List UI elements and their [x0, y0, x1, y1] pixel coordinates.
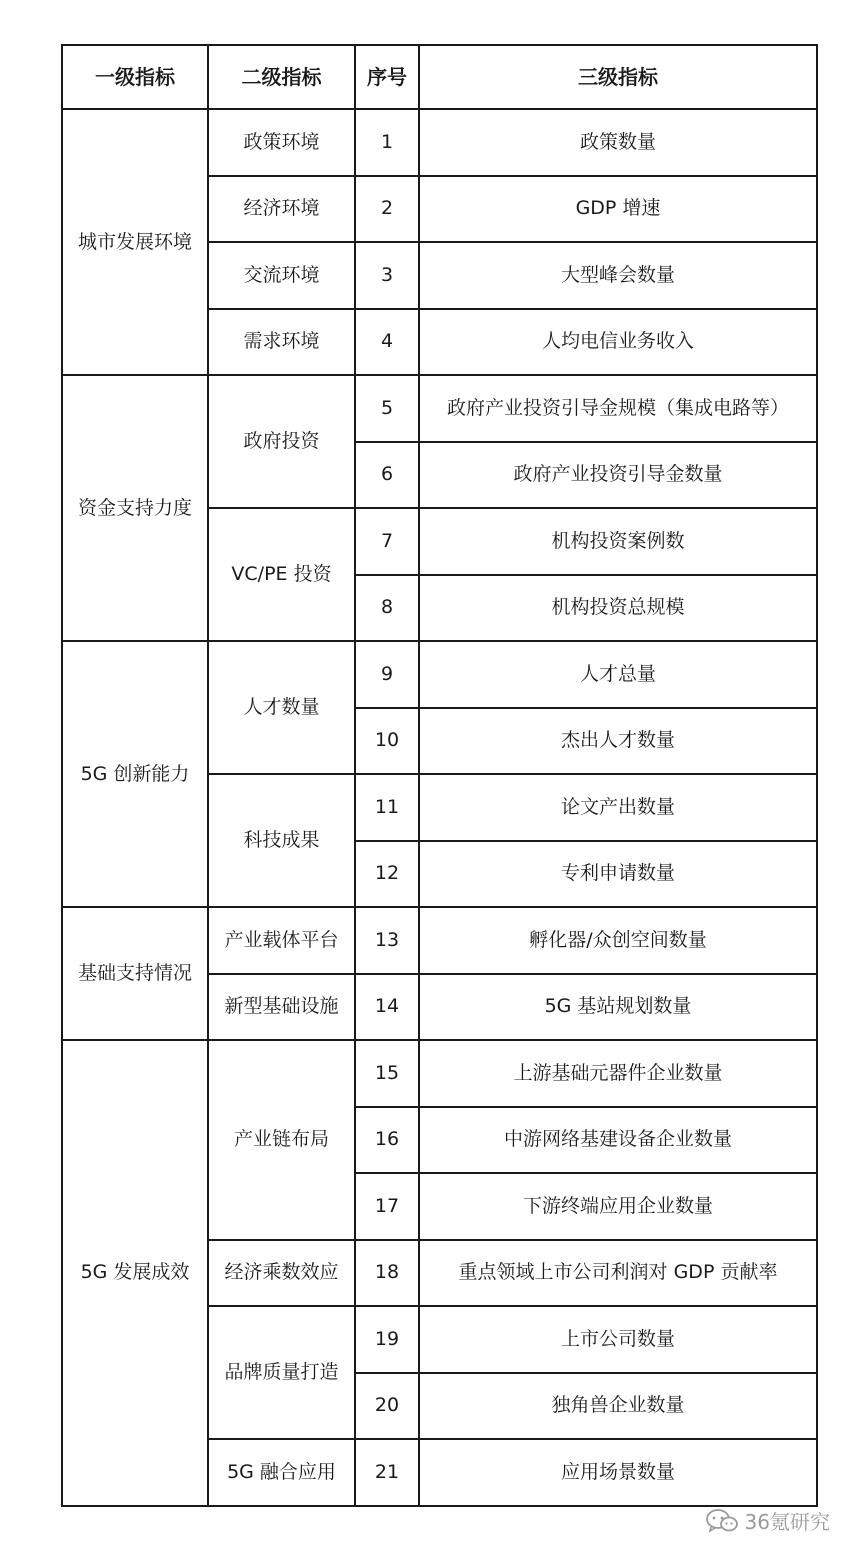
seq-cell: 10	[355, 708, 419, 775]
table-row	[62, 907, 817, 974]
indicator-table	[61, 44, 818, 1507]
seq-cell: 5	[355, 375, 419, 442]
level2-cell: 交流环境	[208, 242, 355, 309]
table-header-row	[62, 45, 817, 109]
seq-cell: 17	[355, 1173, 419, 1240]
level2-cell: 经济乘数效应	[208, 1240, 355, 1307]
level2-cell: 人才数量	[208, 641, 355, 774]
level1-cell: 资金支持力度	[62, 375, 208, 641]
seq-cell: 20	[355, 1373, 419, 1440]
seq-cell: 21	[355, 1439, 419, 1506]
level3-cell: 机构投资案例数	[419, 508, 817, 575]
level3-cell: 机构投资总规模	[419, 575, 817, 642]
level3-cell: 政府产业投资引导金规模（集成电路等）	[419, 375, 817, 442]
header-seq: 序号	[355, 45, 419, 109]
level3-cell: 独角兽企业数量	[419, 1373, 817, 1440]
seq-cell: 4	[355, 309, 419, 376]
seq-cell: 2	[355, 176, 419, 243]
level3-cell: 政策数量	[419, 109, 817, 176]
seq-cell: 9	[355, 641, 419, 708]
level2-cell: 政府投资	[208, 375, 355, 508]
level2-cell: 5G 融合应用	[208, 1439, 355, 1506]
header-level2: 二级指标	[208, 45, 355, 109]
header-level1: 一级指标	[62, 45, 208, 109]
seq-cell: 7	[355, 508, 419, 575]
level2-cell: 产业链布局	[208, 1040, 355, 1240]
seq-cell: 1	[355, 109, 419, 176]
seq-cell: 6	[355, 442, 419, 509]
level1-cell: 5G 创新能力	[62, 641, 208, 907]
seq-cell: 11	[355, 774, 419, 841]
level3-cell: 下游终端应用企业数量	[419, 1173, 817, 1240]
seq-cell: 8	[355, 575, 419, 642]
level2-cell: 产业载体平台	[208, 907, 355, 974]
level3-cell: 专利申请数量	[419, 841, 817, 908]
level2-cell: 经济环境	[208, 176, 355, 243]
level1-cell: 5G 发展成效	[62, 1040, 208, 1506]
level1-cell: 城市发展环境	[62, 109, 208, 375]
seq-cell: 19	[355, 1306, 419, 1373]
level3-cell: 大型峰会数量	[419, 242, 817, 309]
seq-cell: 12	[355, 841, 419, 908]
watermark	[705, 1506, 830, 1535]
seq-cell: 14	[355, 974, 419, 1041]
level3-cell: 孵化器/众创空间数量	[419, 907, 817, 974]
level2-cell: 需求环境	[208, 309, 355, 376]
level2-cell: 新型基础设施	[208, 974, 355, 1041]
seq-cell: 13	[355, 907, 419, 974]
seq-cell: 3	[355, 242, 419, 309]
seq-cell: 18	[355, 1240, 419, 1307]
level3-cell: 上市公司数量	[419, 1306, 817, 1373]
level1-cell: 基础支持情况	[62, 907, 208, 1040]
level3-cell: 杰出人才数量	[419, 708, 817, 775]
level3-cell: 人均电信业务收入	[419, 309, 817, 376]
level3-cell: 重点领域上市公司利润对 GDP 贡献率	[419, 1240, 817, 1307]
level2-cell: 政策环境	[208, 109, 355, 176]
table-row	[62, 1040, 817, 1107]
seq-cell: 16	[355, 1107, 419, 1174]
level2-cell: 科技成果	[208, 774, 355, 907]
level3-cell: 人才总量	[419, 641, 817, 708]
level3-cell: 上游基础元器件企业数量	[419, 1040, 817, 1107]
level3-cell: 5G 基站规划数量	[419, 974, 817, 1041]
level3-cell: 中游网络基建设备企业数量	[419, 1107, 817, 1174]
wechat-icon	[705, 1508, 739, 1534]
level3-cell: GDP 增速	[419, 176, 817, 243]
watermark-text: 36氪研究	[744, 1510, 830, 1534]
level3-cell: 政府产业投资引导金数量	[419, 442, 817, 509]
table-row	[62, 109, 817, 176]
table-row	[62, 641, 817, 708]
header-level3: 三级指标	[419, 45, 817, 109]
indicator-table-container	[61, 44, 816, 1507]
seq-cell: 15	[355, 1040, 419, 1107]
level2-cell: 品牌质量打造	[208, 1306, 355, 1439]
level3-cell: 论文产出数量	[419, 774, 817, 841]
level2-cell: VC/PE 投资	[208, 508, 355, 641]
level3-cell: 应用场景数量	[419, 1439, 817, 1506]
table-row	[62, 375, 817, 442]
